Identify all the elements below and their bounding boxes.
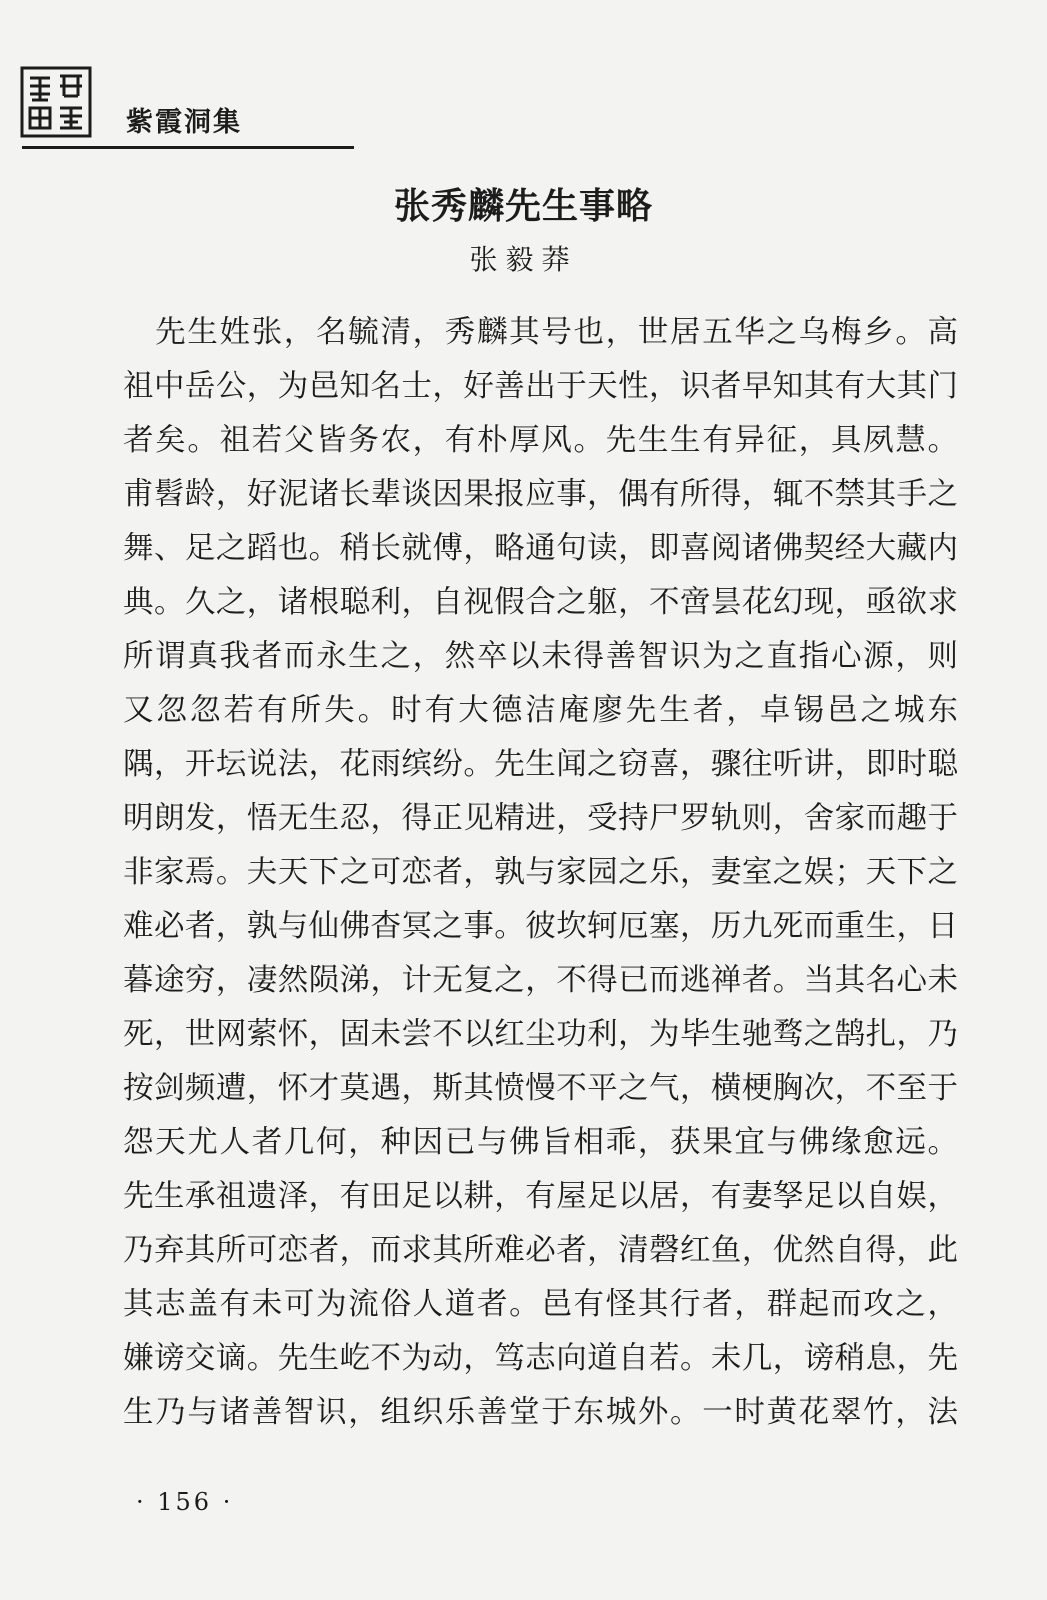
text-line: 非家焉。夫天下之可恋者，孰与家园之乐，妻室之娱；天下之 [123,855,958,890]
text-line: 甫髫龄，好泥诸长辈谈因果报应事，偶有所得，辄不禁其手之 [123,477,958,512]
author-name: 张毅莽 [469,243,578,276]
text-line: 先生承祖遗泽，有田足以耕，有屋足以居，有妻孥足以自娱， [123,1179,958,1214]
header-rule [22,146,354,149]
text-line: 按剑频遭，怀才莫遇，斯其愤慢不平之气，横梗胸次，不至于 [123,1071,958,1106]
square-seal-stamp-icon [20,66,92,138]
text-line: 隅，开坛说法，花雨缤纷。先生闻之窃喜，骤往听讲，即时聪 [123,747,958,782]
text-line: 难必者，孰与仙佛杳冥之事。彼坎轲厄塞，历九死而重生，日 [123,909,958,944]
article-body [123,306,958,1440]
text-line: 嫌谤交谪。先生屹不为动，笃志向道自若。未几，谤稍息，先 [123,1341,958,1376]
text-line: 乃弃其所可恋者，而求其所难必者，清磬红鱼，优然自得，此 [123,1233,958,1268]
book-title: 紫霞洞集 [126,107,242,138]
text-line: 其志盖有未可为流俗人道者。邑有怪其行者，群起而攻之， [123,1287,958,1322]
text-line: 死，世网萦怀，固未尝不以红尘功利，为毕生驰骛之鹄扎，乃 [123,1017,958,1052]
text-line: 先生姓张，名毓清，秀麟其号也，世居五华之乌梅乡。高 [123,315,958,350]
text-line: 生乃与诸善智识，组织乐善堂于东城外。一时黄花翠竹，法 [123,1395,958,1430]
text-line: 所谓真我者而永生之，然卒以未得善智识为之直指心源，则 [123,639,958,674]
text-line: 怨天尤人者几何，种因已与佛旨相乖，获果宜与佛缘愈远。 [123,1125,958,1160]
page-number: · 156 · [136,1488,234,1516]
text-line: 暮途穷，凄然陨涕，计无复之，不得已而逃禅者。当其名心未 [123,963,958,998]
article-title: 张秀麟先生事略 [393,186,653,227]
text-line: 者矣。祖若父皆务农，有朴厚风。先生生有异征，具夙慧。 [123,423,958,458]
text-line: 典。久之，诸根聪利，自视假合之躯，不啻昙花幻现，亟欲求 [123,585,958,620]
text-line: 舞、足之蹈也。稍长就傅，略通句读，即喜阅诸佛契经大藏内 [123,531,958,566]
text-line: 又忽忽若有所失。时有大德洁庵廖先生者，卓锡邑之城东 [123,693,958,728]
text-line: 明朗发，悟无生忍，得正见精进，受持尸罗轨则，舍家而趣于 [123,801,958,836]
text-line: 祖中岳公，为邑知名士，好善出于天性，识者早知其有大其门 [123,369,958,404]
